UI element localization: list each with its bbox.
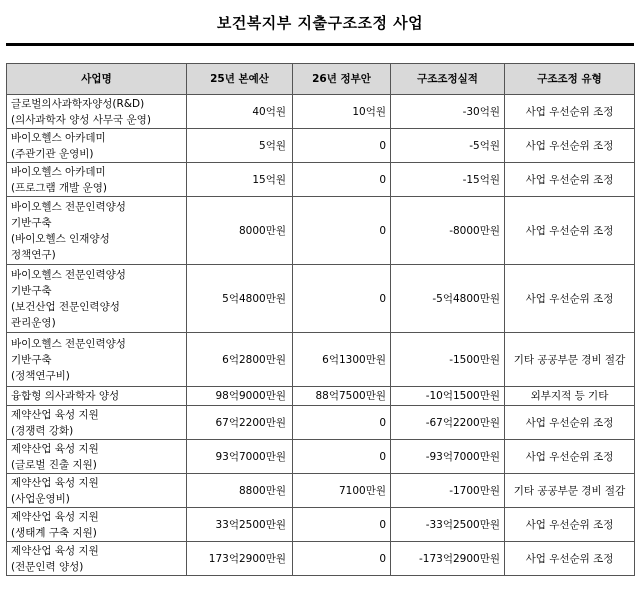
project-name-line: (의사과학자 양성 사무국 운영)	[11, 113, 151, 126]
cell-budget-25: 8800만원	[187, 474, 293, 508]
page-title: 보건복지부 지출구조조정 사업	[216, 14, 424, 32]
budget-table	[6, 63, 635, 576]
header-restructure-type: 구조조정 유형	[505, 64, 635, 95]
cell-restructure-result: -1500만원	[391, 333, 505, 387]
table-row	[7, 333, 635, 387]
table-row	[7, 387, 635, 406]
cell-restructure-type: 기타 공공부문 경비 절감	[505, 333, 635, 387]
cell-project-name	[7, 197, 187, 265]
project-name-line: 관리운영)	[11, 316, 56, 329]
project-name-line: (주관기관 운영비)	[11, 147, 94, 160]
table-header-row	[7, 64, 635, 95]
cell-proposal-26: 88억7500만원	[293, 387, 391, 406]
project-name-line: 바이오헬스 전문인력양성	[11, 200, 126, 213]
project-name-line: 바이오헬스 전문인력양성	[11, 268, 126, 281]
cell-project-name	[7, 265, 187, 333]
project-name-line: (경쟁력 강화)	[11, 424, 74, 437]
cell-project-name	[7, 542, 187, 576]
project-name-line: 제약산업 육성 지원	[11, 442, 99, 455]
cell-restructure-type: 사업 우선순위 조정	[505, 197, 635, 265]
cell-budget-25: 40억원	[187, 95, 293, 129]
cell-restructure-type: 사업 우선순위 조정	[505, 95, 635, 129]
cell-restructure-result: -8000만원	[391, 197, 505, 265]
cell-budget-25: 98억9000만원	[187, 387, 293, 406]
header-project-name: 사업명	[7, 64, 187, 95]
project-name-line: (사업운영비)	[11, 492, 70, 505]
cell-proposal-26: 0	[293, 129, 391, 163]
cell-project-name	[7, 129, 187, 163]
project-name-line: 제약산업 육성 지원	[11, 476, 99, 489]
project-name-line: 제약산업 육성 지원	[11, 408, 99, 421]
project-name-line: (생태계 구축 지원)	[11, 526, 97, 539]
cell-project-name	[7, 333, 187, 387]
table-row	[7, 163, 635, 197]
cell-project-name	[7, 406, 187, 440]
table-row	[7, 129, 635, 163]
cell-budget-25: 5억원	[187, 129, 293, 163]
project-name-line: 바이오헬스 아카데미	[11, 165, 106, 178]
title-divider	[6, 43, 634, 46]
cell-restructure-type: 외부지적 등 기타	[505, 387, 635, 406]
cell-proposal-26: 0	[293, 508, 391, 542]
cell-project-name	[7, 163, 187, 197]
project-name-line: 기반구축	[11, 353, 52, 366]
cell-proposal-26: 6억1300만원	[293, 333, 391, 387]
project-name-line: 제약산업 육성 지원	[11, 510, 99, 523]
cell-project-name	[7, 474, 187, 508]
cell-budget-25: 93억7000만원	[187, 440, 293, 474]
project-name-line: (보건산업 전문인력양성	[11, 300, 120, 313]
project-name-line: (프로그램 개발 운영)	[11, 181, 108, 194]
cell-project-name	[7, 508, 187, 542]
cell-restructure-result: -33억2500만원	[391, 508, 505, 542]
project-name-line: 제약산업 육성 지원	[11, 544, 99, 557]
table-row	[7, 197, 635, 265]
cell-restructure-type: 사업 우선순위 조정	[505, 508, 635, 542]
cell-restructure-result: -173억2900만원	[391, 542, 505, 576]
cell-budget-25: 173억2900만원	[187, 542, 293, 576]
table-row	[7, 406, 635, 440]
cell-budget-25: 5억4800만원	[187, 265, 293, 333]
project-name-line: (글로벌 진출 지원)	[11, 458, 97, 471]
cell-restructure-type: 사업 우선순위 조정	[505, 440, 635, 474]
cell-restructure-type: 사업 우선순위 조정	[505, 265, 635, 333]
project-name-line: (전문인력 양성)	[11, 560, 84, 573]
cell-proposal-26: 0	[293, 265, 391, 333]
cell-restructure-result: -5억원	[391, 129, 505, 163]
cell-budget-25: 67억2200만원	[187, 406, 293, 440]
cell-restructure-type: 사업 우선순위 조정	[505, 163, 635, 197]
cell-restructure-result: -93억7000만원	[391, 440, 505, 474]
cell-restructure-type: 사업 우선순위 조정	[505, 542, 635, 576]
cell-proposal-26: 0	[293, 406, 391, 440]
cell-restructure-result: -10억1500만원	[391, 387, 505, 406]
cell-budget-25: 33억2500만원	[187, 508, 293, 542]
cell-proposal-26: 10억원	[293, 95, 391, 129]
cell-restructure-type: 기타 공공부문 경비 절감	[505, 474, 635, 508]
cell-project-name	[7, 387, 187, 406]
table-row	[7, 440, 635, 474]
cell-restructure-type: 사업 우선순위 조정	[505, 129, 635, 163]
table-row	[7, 95, 635, 129]
project-name-line: 글로벌의사과학자양성(R&D)	[11, 97, 145, 110]
cell-restructure-result: -30억원	[391, 95, 505, 129]
cell-proposal-26: 0	[293, 542, 391, 576]
table-row	[7, 542, 635, 576]
cell-restructure-type: 사업 우선순위 조정	[505, 406, 635, 440]
cell-restructure-result: -15억원	[391, 163, 505, 197]
header-restructure-result: 구조조정실적	[391, 64, 505, 95]
cell-restructure-result: -5억4800만원	[391, 265, 505, 333]
cell-budget-25: 15억원	[187, 163, 293, 197]
project-name-line: 기반구축	[11, 284, 52, 297]
project-name-line: 기반구축	[11, 216, 52, 229]
project-name-line: (정책연구비)	[11, 369, 70, 382]
cell-proposal-26: 0	[293, 440, 391, 474]
cell-proposal-26: 7100만원	[293, 474, 391, 508]
cell-proposal-26: 0	[293, 197, 391, 265]
cell-project-name	[7, 95, 187, 129]
table-row	[7, 508, 635, 542]
project-name-line: 바이오헬스 전문인력양성	[11, 337, 126, 350]
cell-restructure-result: -1700만원	[391, 474, 505, 508]
cell-project-name	[7, 440, 187, 474]
cell-budget-25: 6억2800만원	[187, 333, 293, 387]
cell-proposal-26: 0	[293, 163, 391, 197]
cell-budget-25: 8000만원	[187, 197, 293, 265]
table-row	[7, 474, 635, 508]
project-name-line: 정책연구)	[11, 248, 56, 261]
project-name-line: 바이오헬스 아카데미	[11, 131, 106, 144]
header-proposal-26: 26년 정부안	[293, 64, 391, 95]
cell-restructure-result: -67억2200만원	[391, 406, 505, 440]
project-name-line: 융합형 의사과학자 양성	[11, 390, 120, 402]
table-row	[7, 265, 635, 333]
project-name-line: (바이오헬스 인재양성	[11, 232, 110, 245]
header-budget-25: 25년 본예산	[187, 64, 293, 95]
